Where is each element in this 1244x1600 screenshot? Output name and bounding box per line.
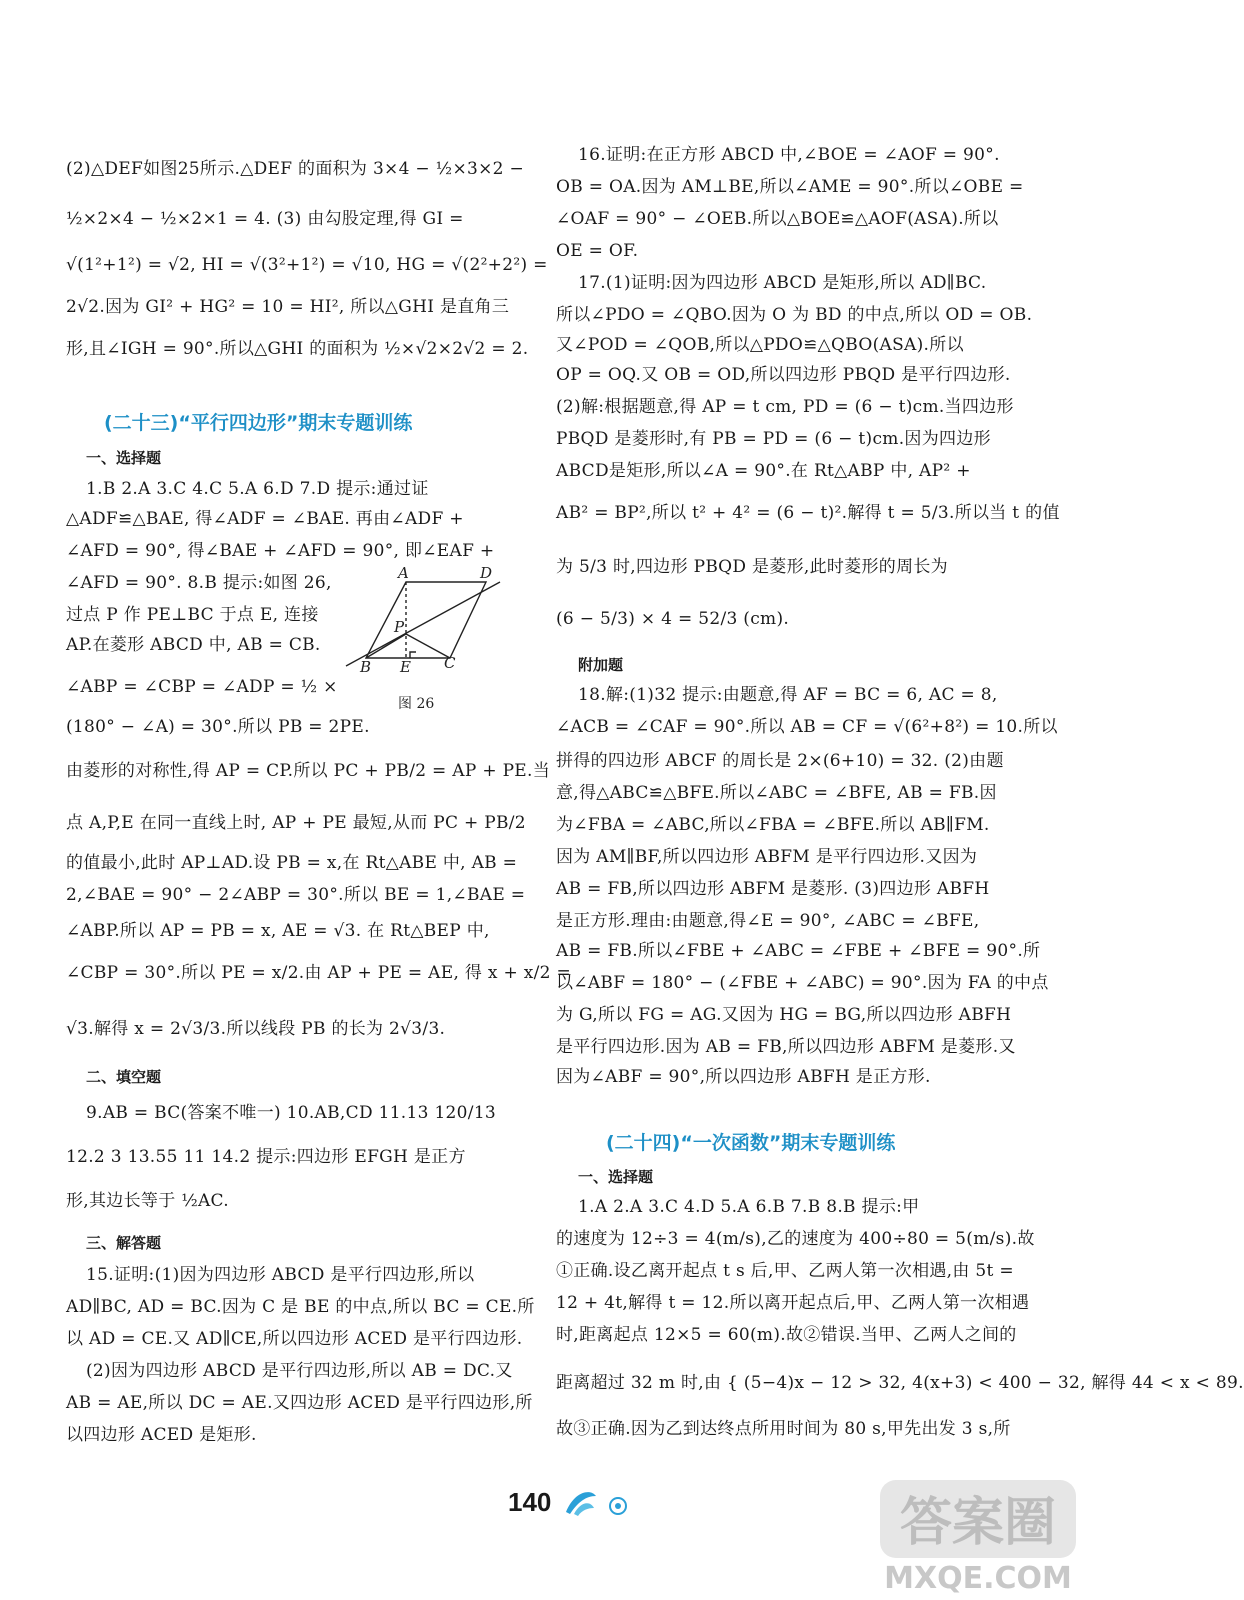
text-line: 形,其边长等于 ½AC. (66, 1191, 229, 1211)
text-line: 9.AB = BC(答案不唯一) 10.AB,CD 11.13 120/13 (86, 1103, 497, 1123)
page-number: 140 (508, 1487, 552, 1517)
text-line: (180° − ∠A) = 30°.所以 PB = 2PE. (66, 717, 370, 737)
text-line: 为 5/3 时,四边形 PBQD 是菱形,此时菱形的周长为 (556, 557, 948, 577)
text-line: (2)解:根据题意,得 AP = t cm, PD = (6 − t)cm.当四边形 (556, 397, 1014, 417)
text-line: 由菱形的对称性,得 AP = CP.所以 PC + PB/2 = AP + PE.当 (66, 761, 551, 781)
text-line: 12.2 3 13.55 11 14.2 提示:四边形 EFGH 是正方 (66, 1147, 466, 1167)
text-line: ABCD是矩形,所以∠A = 90°.在 Rt△ABP 中, AP² + (556, 461, 971, 481)
text-line: ∠ACB = ∠CAF = 90°.所以 AB = CF = √(6²+8²) = 10.所以 (556, 717, 1058, 737)
watermark-logo (878, 1474, 1078, 1600)
text-line: (6 − 5/3) × 4 = 52/3 (cm). (556, 609, 790, 629)
text-line: 以∠ABF = 180° − (∠FBE + ∠ABC) = 90°.因为 FA 的中点 (556, 973, 1049, 993)
text-line: √(1²+1²) = √2, HI = √(3²+1²) = √10, HG = √(2²+2²) = (66, 255, 548, 275)
text-line: ∠ABP = ∠CBP = ∠ADP = ½ × (66, 677, 338, 697)
svg-text:MXQE.COM: MXQE.COM (884, 1561, 1072, 1596)
text-line: 故③正确.因为乙到达终点所用时间为 80 s,甲先出发 3 s,所 (556, 1419, 1011, 1439)
text-line: AB = FB,所以四边形 ABFM 是菱形. (3)四边形 ABFH (556, 879, 990, 899)
text-line: AB = FB.所以∠FBE + ∠ABC = ∠FBE + ∠BFE = 90°.所 (556, 941, 1041, 961)
text-line: ∠OAF = 90° − ∠OEB.所以△BOE≌△AOF(ASA).所以 (556, 209, 999, 229)
text-line: OB = OA.因为 AM⊥BE,所以∠AME = 90°.所以∠OBE = (556, 177, 1024, 197)
text-line: 17.(1)证明:因为四边形 ABCD 是矩形,所以 AD∥BC. (578, 273, 987, 293)
text-line: ½×2×4 − ½×2×1 = 4. (3) 由勾股定理,得 GI = (66, 209, 464, 229)
text-line: 2√2.因为 GI² + HG² = 10 = HI², 所以△GHI 是直角三 (66, 297, 510, 317)
text-line: PBQD 是菱形时,有 PB = PD = (6 − t)cm.因为四边形 (556, 429, 991, 449)
text-line: 以四边形 ACED 是矩形. (66, 1425, 257, 1445)
text-line: 点 A,P,E 在同一直线上时, AP + PE 最短,从而 PC + PB/2 (66, 813, 526, 833)
text-line: 过点 P 作 PE⊥BC 于点 E, 连接 (66, 605, 319, 625)
subheading-choice: 一、选择题 (86, 449, 162, 467)
text-line: 距离超过 32 m 时,由 { (5−4)x − 12 > 32, 4(x+3) < 400 − 32, 解得 44 < x < 89. (556, 1373, 1244, 1393)
text-line: ∠AFD = 90°, 得∠BAE + ∠AFD = 90°, 即∠EAF + (66, 541, 495, 561)
section-title-24: (二十四)“一次函数”期末专题训练 (606, 1132, 896, 1154)
text-line: 因为∠ABF = 90°,所以四边形 ABFH 是正方形. (556, 1067, 931, 1087)
text-line: ①正确.设乙离开起点 t s 后,甲、乙两人第一次相遇,由 5t = (556, 1261, 1014, 1281)
text-line: (2)△DEF如图25所示.△DEF 的面积为 3×4 − ½×3×2 − (66, 159, 525, 179)
text-line: AD∥BC, AD = BC.因为 C 是 BE 的中点,所以 BC = CE.所 (66, 1297, 535, 1317)
label-p: P (394, 618, 405, 636)
label-d: D (480, 564, 493, 582)
text-line: 的值最小,此时 AP⊥AD.设 PB = x,在 Rt△ABE 中, AB = (66, 853, 518, 873)
label-e: E (400, 658, 411, 676)
text-line: AB² = BP²,所以 t² + 4² = (6 − t)².解得 t = 5/3.所以当 t 的值 (556, 503, 1060, 523)
text-line: ∠ABP.所以 AP = PB = x, AE = √3. 在 Rt△BEP 中, (66, 921, 490, 941)
label-c: C (444, 654, 456, 672)
text-line: OP = OQ.又 OB = OD,所以四边形 PBQD 是平行四边形. (556, 365, 1011, 385)
text-line: △ADF≌△BAE, 得∠ADF = ∠BAE. 再由∠ADF + (66, 509, 464, 529)
subheading-extra: 附加题 (578, 656, 624, 674)
svg-text:答案圈: 答案圈 (899, 1493, 1057, 1553)
text-line: (2)因为四边形 ABCD 是平行四边形,所以 AB = DC.又 (86, 1361, 513, 1381)
text-line: 12 + 4t,解得 t = 12.所以离开起点后,甲、乙两人第一次相遇 (556, 1293, 1030, 1313)
text-line: ∠AFD = 90°. 8.B 提示:如图 26, (66, 573, 332, 593)
text-line: 1.A 2.A 3.C 4.D 5.A 6.B 7.B 8.B 提示:甲 (578, 1197, 920, 1217)
label-b: B (360, 658, 372, 676)
text-line: 拼得的四边形 ABCF 的周长是 2×(6+10) = 32. (2)由题 (556, 751, 1004, 771)
text-line: 2,∠BAE = 90° − 2∠ABP = 30°.所以 BE = 1,∠BAE = (66, 885, 526, 905)
text-line: 时,距离起点 12×5 = 60(m).故②错误.当甲、乙两人之间的 (556, 1325, 1017, 1345)
text-line: 16.证明:在正方形 ABCD 中,∠BOE = ∠AOF = 90°. (578, 145, 1000, 165)
subheading-fill: 二、填空题 (86, 1068, 162, 1086)
text-line: √3.解得 x = 2√3/3.所以线段 PB 的长为 2√3/3. (66, 1019, 446, 1039)
label-a: A (398, 564, 409, 582)
text-line: 所以∠PDO = ∠QBO.因为 O 为 BD 的中点,所以 OD = OB. (556, 305, 1033, 325)
figure-caption: 图 26 (398, 696, 435, 712)
subheading-choice-2: 一、选择题 (578, 1168, 654, 1186)
text-line: 1.B 2.A 3.C 4.C 5.A 6.D 7.D 提示:通过证 (86, 479, 429, 499)
text-line: 15.证明:(1)因为四边形 ABCD 是平行四边形,所以 (86, 1265, 475, 1285)
text-line: 是平行四边形.因为 AB = FB,所以四边形 ABFM 是菱形.又 (556, 1037, 1016, 1057)
text-line: 为∠FBA = ∠ABC,所以∠FBA = ∠BFE.所以 AB∥FM. (556, 815, 990, 835)
text-line: 的速度为 12÷3 = 4(m/s),乙的速度为 400÷80 = 5(m/s).故 (556, 1229, 1035, 1249)
section-title-23: (二十三)“平行四边形”期末专题训练 (104, 412, 413, 434)
text-line: 以 AD = CE.又 AD∥CE,所以四边形 ACED 是平行四边形. (66, 1329, 523, 1349)
text-line: 为 G,所以 FG = AG.又因为 HG = BG,所以四边形 ABFH (556, 1005, 1012, 1025)
figure-26 (340, 562, 516, 722)
text-line: 是正方形.理由:由题意,得∠E = 90°, ∠ABC = ∠BFE, (556, 911, 980, 931)
text-line: 又∠POD = ∠QOB,所以△PDO≌△QBO(ASA).所以 (556, 335, 964, 355)
text-line: 因为 AM∥BF,所以四边形 ABFM 是平行四边形.又因为 (556, 847, 978, 867)
text-line: 18.解:(1)32 提示:由题意,得 AF = BC = 6, AC = 8, (578, 685, 998, 705)
text-line: ∠CBP = 30°.所以 PE = x/2.由 AP + PE = AE, 得 x + x/2 = (66, 963, 571, 983)
text-line: 意,得△ABC≌△BFE.所以∠ABC = ∠BFE, AB = FB.因 (556, 783, 997, 803)
text-line: 形,且∠IGH = 90°.所以△GHI 的面积为 ½×√2×2√2 = 2. (66, 339, 529, 359)
text-line: AP.在菱形 ABCD 中, AB = CB. (66, 635, 321, 655)
leaf-ornament-icon (560, 1482, 640, 1522)
text-line: OE = OF. (556, 241, 639, 261)
subheading-solve: 三、解答题 (86, 1234, 162, 1252)
text-line: AB = AE,所以 DC = AE.又四边形 ACED 是平行四边形,所 (66, 1393, 533, 1413)
